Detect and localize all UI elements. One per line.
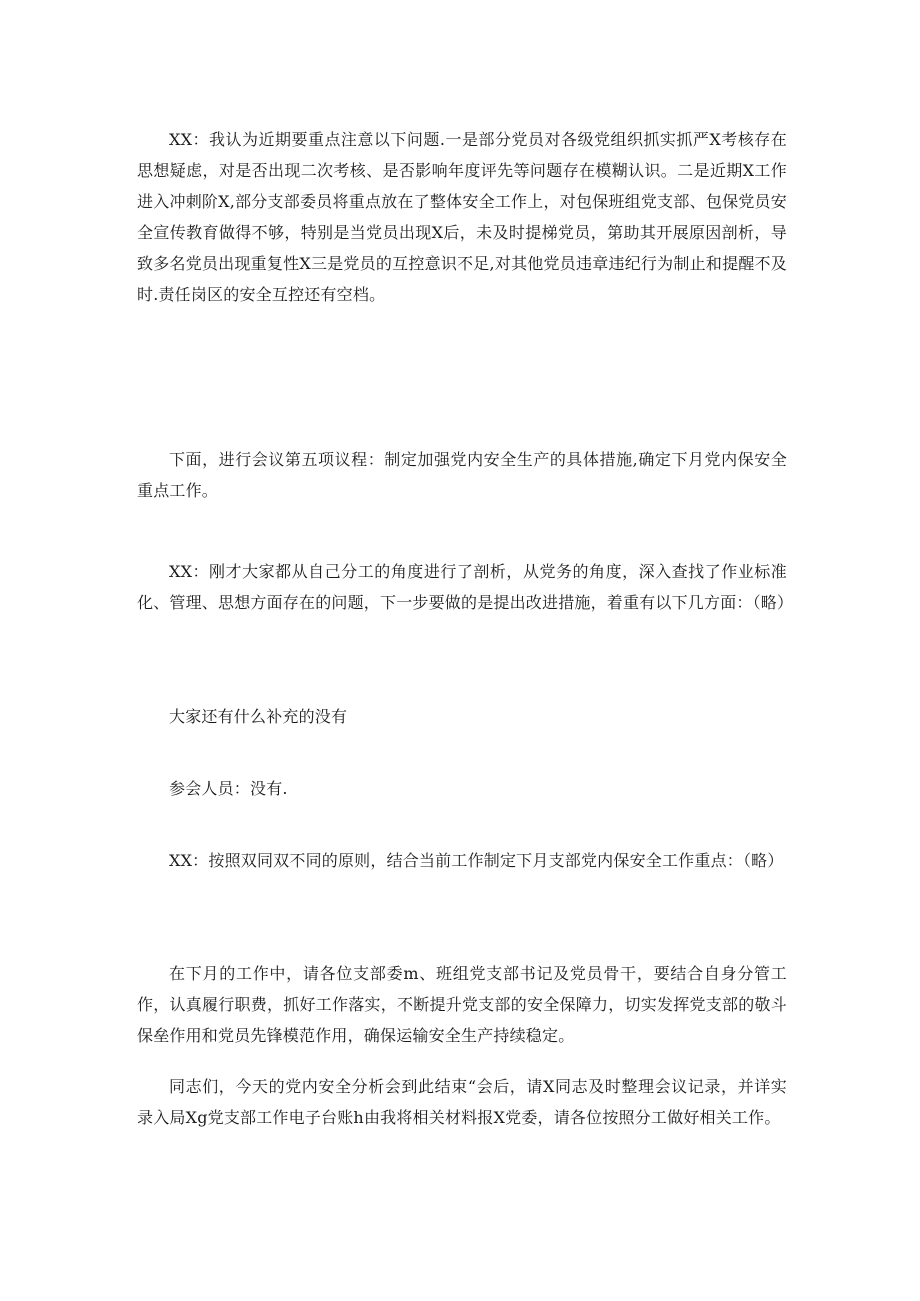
paragraph-any-additions: 大家还有什么补充的没有 <box>169 707 348 726</box>
paragraph-next-month-focus: XX：按照双同双不同的原则，结合当前工作制定下月支部党内保安全工作重点：（略） <box>169 851 784 870</box>
paragraph-meeting-closing: 同志们，今天的党内安全分析会到此结束“会后，请X同志及时整理会议记录，并详实录入局Xg党支部工作电子台账h由我将相关材料报X党委，请各位按照分工做好相关工作。 <box>137 1077 787 1127</box>
paragraph-speaker-issues: XX：我认为近期要重点注意以下问题.一是部分党员对各级党组织抓实抓严X考核存在思想疑虑，对是否出现二次考核、是否影响年度评先等问题存在模糊认识。二是近期X工作进入冲刺阶X,部分支部委员将重点放在了整体安全工作上，对包保班组党支部、包保党员安全宣传教育做得不够，特别是当党员出现X后，未及时提梯党员，第助其开展原因剖析，导致多名党员出现重复性X三是党员的互控意识不足,对其他党员违章违纪行为制止和提醒不及时.责任岗区的安全互控还有空档。 <box>137 130 787 304</box>
paragraph-agenda-item-five: 下面，进行会议第五项议程：制定加强党内安全生产的具体措施,确定下月党内保安全重点工作。 <box>137 450 787 500</box>
paragraph-improvement-measures: XX：刚才大家都从自己分工的角度进行了剖析，从党务的角度，深入查找了作业标准化、管理、思想方面存在的问题，下一步要做的是提出改进措施，着重有以下几方面：（略） <box>137 562 794 612</box>
paragraph-work-requirements: 在下月的工作中，请各位支部委m、班组党支部书记及党员骨干，要结合自身分管工作，认真履行职费，抓好工作落实，不断提升党支部的安全保障力，切实发挥党支部的敬斗保垒作用和党员先锋模范作用，确保运输安全生产持续稳定。 <box>137 964 787 1045</box>
paragraph-attendees-reply: 参会人员：没有. <box>169 779 288 798</box>
